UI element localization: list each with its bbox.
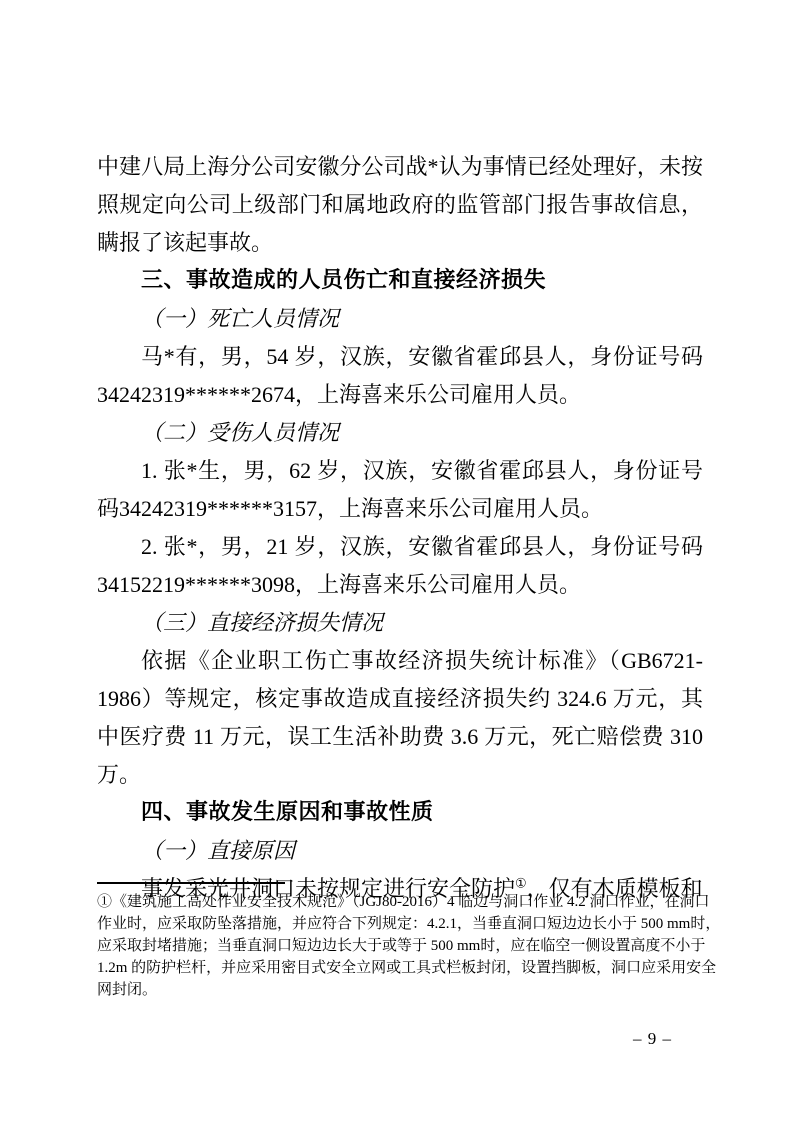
- deceased-person-paragraph: 马*有，男，54 岁，汉族，安徽省霍邱县人，身份证号码34242319******2674，上海喜来乐公司雇用人员。: [97, 344, 703, 407]
- section-3-heading: 三、事故造成的人员伤亡和直接经济损失: [141, 268, 547, 293]
- footnote-line: 网封闭。: [97, 982, 158, 998]
- footnote-line: 应采取封堵措施；当垂直洞口短边边长大于或等于 500 mm时，应在临空一侧设置高度不小于: [97, 938, 706, 954]
- footnote-line: ①《建筑施工高处作业安全技术规范》（JGJ80-2016）4 临边与洞口作业 4.2 洞口作业，在洞口: [97, 894, 710, 910]
- page-number: – 9 –: [633, 1029, 672, 1048]
- section-3-sub-2-heading: （二）受伤人员情况: [141, 420, 340, 445]
- footnote-reference-mark: ①: [515, 875, 527, 891]
- section-3-sub-1-heading: （一）死亡人员情况: [141, 306, 340, 331]
- section-3-sub-3-heading: （三）直接经济损失情况: [141, 610, 384, 635]
- footnote-area: [97, 882, 721, 1001]
- footnote-separator-line: [97, 882, 285, 884]
- paragraph-text: ，仅有木质模板和: [526, 876, 703, 901]
- paragraph-text: 事发采光井洞口未按规定进行安全防护: [141, 876, 516, 901]
- injured-person-2-paragraph: 2. 张*，男，21 岁，汉族，安徽省霍邱县人，身份证号码34152219******3098，上海喜来乐公司雇用人员。: [97, 534, 703, 597]
- paragraph-continuation: 中建八局上海分公司安徽分公司战*认为事情已经处理好，未按照规定向公司上级部门和属地政府的监管部门报告事故信息，瞒报了该起事故。: [97, 154, 703, 255]
- document-body: [97, 148, 703, 908]
- section-4-heading: 四、事故发生原因和事故性质: [141, 800, 434, 825]
- footnote-line: 1.2m 的防护栏杆，并应采用密目式安全立网或工具式栏板封闭，设置挡脚板，洞口应采用安全: [97, 960, 717, 976]
- economic-loss-paragraph: 依据《企业职工伤亡事故经济损失统计标准》（GB6721-1986）等规定，核定事故造成直接经济损失约 324.6 万元，其中医疗费 11 万元，误工生活补助费 3.6 万元，死亡赔偿费 310 万。: [97, 648, 703, 787]
- footnote-line: 作业时，应采取防坠落措施，并应符合下列规定：4.2.1，当垂直洞口短边边长小于 500 mm时，: [97, 916, 721, 932]
- injured-person-1-paragraph: 1. 张*生，男，62 岁，汉族，安徽省霍邱县人，身份证号码34242319******3157，上海喜来乐公司雇用人员。: [97, 458, 703, 521]
- section-4-sub-1-heading: （一）直接原因: [141, 838, 296, 863]
